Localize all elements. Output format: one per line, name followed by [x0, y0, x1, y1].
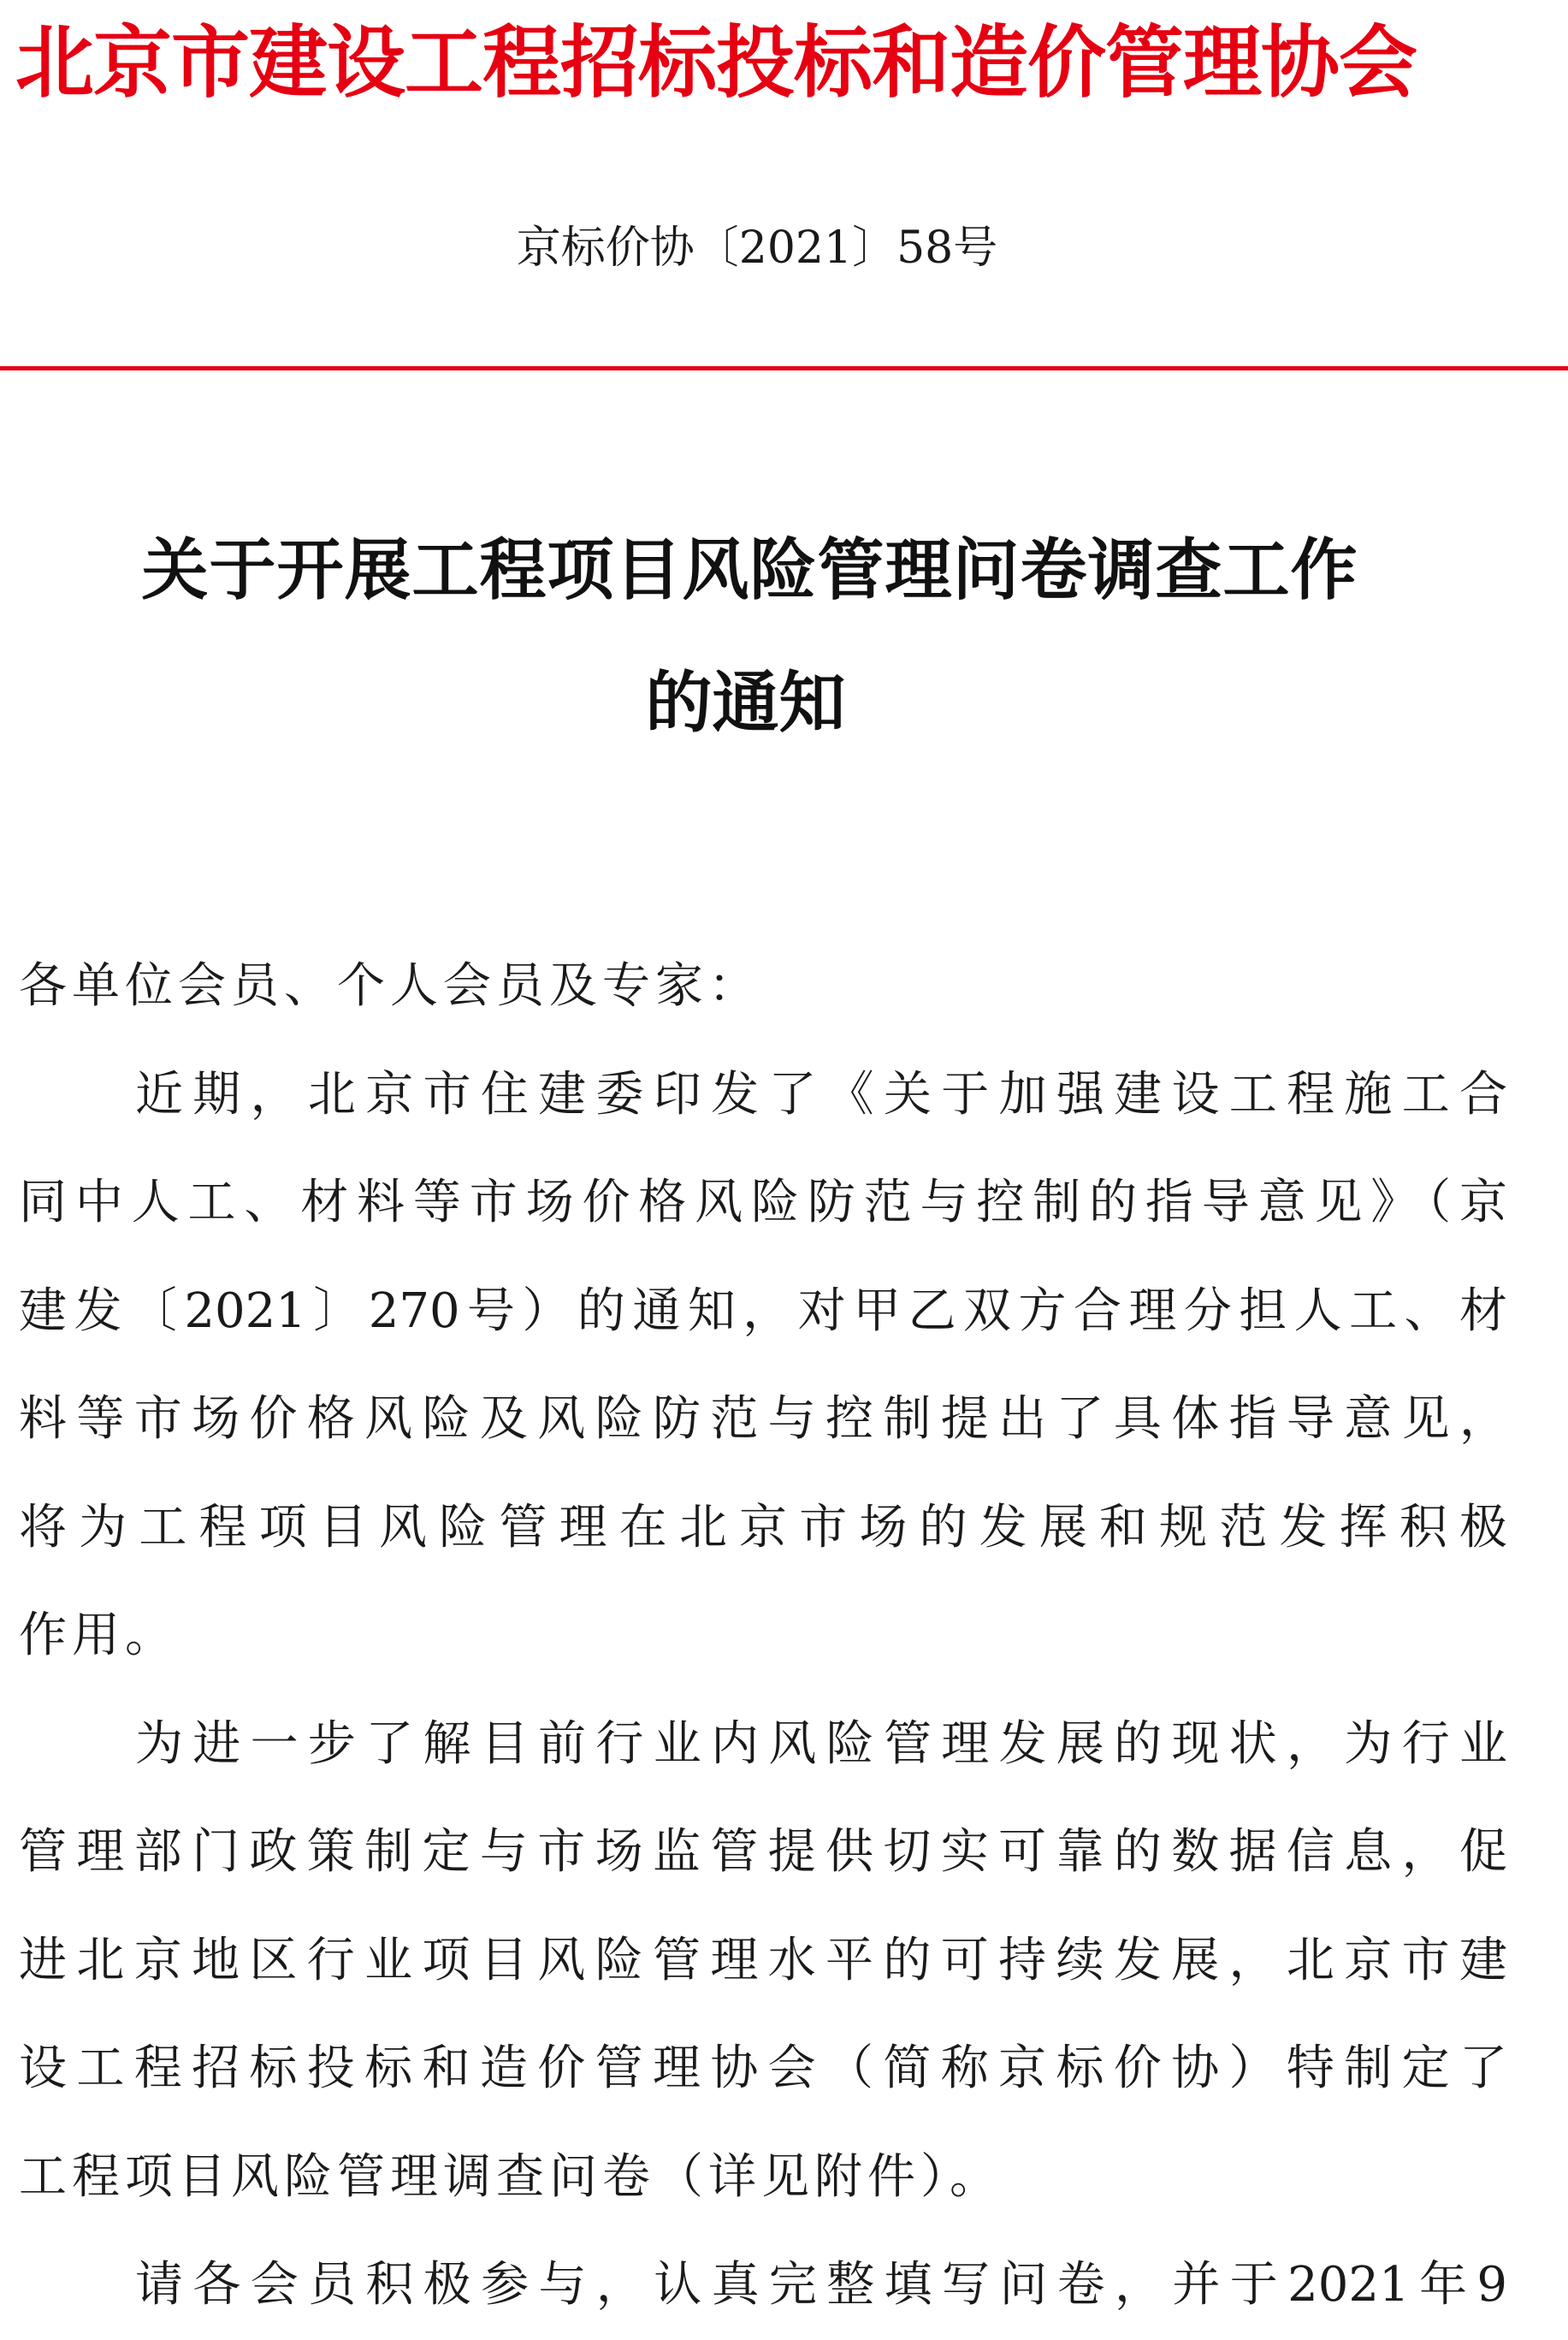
- notice-title-line-1: 关于开展工程项目风险管理问卷调查工作: [141, 532, 1358, 609]
- paragraph-3: [19, 2231, 1507, 2340]
- header-divider: [0, 366, 1568, 370]
- paragraph-1: [19, 1041, 1507, 1691]
- notice-body: [19, 933, 1507, 2340]
- paragraph-2-line: 为进一步了解目前行业内风险管理发展的现状，为行业: [135, 1715, 1507, 1772]
- paragraph-2-line: 工程项目风险管理调查问卷（详见附件）。: [19, 2148, 1003, 2205]
- notice-title: [0, 518, 1568, 757]
- paragraph-1-line: 作用。: [19, 1608, 178, 1663]
- salutation: 各单位会员、个人会员及专家：: [19, 958, 761, 1014]
- paragraph-1-line: 建发〔2021〕270号）的通知，对甲乙双方合理分担人工、材: [19, 1283, 1507, 1339]
- paragraph-1-line: 同中人工、材料等市场价格风险防范与控制的指导意见》（京: [19, 1175, 1507, 1230]
- organization-header: 北京市建设工程招标投标和造价管理协会: [15, 17, 1417, 109]
- notice-title-line-2: 的通知: [645, 665, 846, 742]
- paragraph-2: [19, 1691, 1507, 2232]
- paragraph-2-line: 进北京地区行业项目风险管理水平的可持续发展，北京市建: [19, 1932, 1507, 1988]
- paragraph-3-line: 请各会员积极参与，认真完整填写问卷，并于2021年9: [135, 2257, 1507, 2313]
- paragraph-2-line: 设工程招标投标和造价管理协会（简称京标价协）特制定了: [19, 2041, 1507, 2096]
- paragraph-1-line: 料等市场价格风险及风险防范与控制提出了具体指导意见，: [19, 1391, 1507, 1447]
- paragraph-1-line: 将为工程项目风险管理在北京市场的发展和规范发挥积极: [19, 1499, 1507, 1555]
- paragraph-1-line: 近期，北京市住建委印发了《关于加强建设工程施工合: [135, 1066, 1507, 1123]
- document-number: 京标价协〔2021〕58号: [516, 222, 998, 274]
- paragraph-2-line: 管理部门政策制定与市场监管提供切实可靠的数据信息，促: [19, 1824, 1507, 1880]
